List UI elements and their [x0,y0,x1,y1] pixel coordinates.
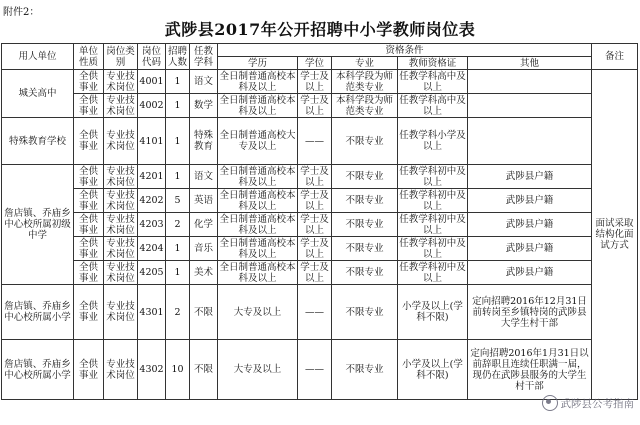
cell-other: 定向招聘2016年12月31日前转岗至乡镇特岗的武陟县大学生村干部 [468,285,592,340]
header-qualifications: 资格条件 [218,44,592,57]
wechat-icon [542,395,558,411]
cell-count: 1 [166,118,190,165]
cell-major: 不限专业 [332,285,398,340]
header-unit: 用人单位 [2,44,74,70]
cell-education: 大专及以上 [218,285,298,340]
cell-subject: 不限 [190,285,218,340]
cell-count: 1 [166,165,190,189]
table-row [2,340,638,400]
cell-code: 4001 [138,70,166,94]
table-row [2,237,638,261]
table-row [2,285,638,340]
cell-code: 4205 [138,261,166,285]
cell-education: 全日制普通高校本科及以上 [219,213,296,236]
cell-education: 全日制普通高校本科及以上 [219,94,296,117]
cell-nature: 全供事业 [74,261,104,285]
cell-count: 10 [166,340,190,400]
cell-subject: 语文 [190,165,218,189]
cell-unit: 詹店镇、乔庙乡中心校所属小学 [2,340,74,400]
cell-degree: 学士及以上 [298,165,332,189]
cell-certificate: 小学及以上(学科不限) [398,285,468,340]
cell-major: 本科学段为师范类专业 [332,94,398,118]
cell-nature: 全供事业 [74,340,104,400]
cell-nature: 全供事业 [74,213,104,237]
header-certificate: 教师资格证 [398,57,468,70]
cell-code: 4002 [138,94,166,118]
cell-code: 4101 [138,118,166,165]
cell-subject: 音乐 [190,237,218,261]
cell-degree: 学士及以上 [298,213,332,237]
cell-remarks: 面试采取结构化面试方式 [592,70,638,400]
cell-category: 专业技术岗位 [104,340,138,400]
attachment-label: 附件2： [3,7,40,18]
cell-degree: —— [298,118,332,165]
table-row [2,213,638,237]
cell-code: 4301 [138,285,166,340]
cell-category: 专业技术岗位 [104,213,138,237]
cell-other: 武陟县户籍 [468,165,592,189]
cell-education: 大专及以上 [218,340,298,400]
cell-code: 4201 [138,165,166,189]
cell-category: 专业技术岗位 [104,189,138,213]
cell-major: 不限专业 [332,213,398,237]
cell-subject: 数学 [190,94,218,118]
cell-category: 专业技术岗位 [104,237,138,261]
cell-category: 专业技术岗位 [104,285,138,340]
cell-degree: 学士及以上 [298,70,332,94]
watermark [542,395,635,411]
cell-certificate: 小学及以上(学科不限) [398,340,468,400]
cell-unit: 詹店镇、乔庙乡中心校所属小学 [2,285,74,340]
cell-category: 专业技术岗位 [104,94,138,118]
cell-other: 定向招聘2016年1月31日以前辞职且连续任职满一届，现仍在武陟县服务的大学生村干部 [468,340,592,400]
header-remarks: 备注 [592,44,638,70]
page-title: 武陟县2017年公开招聘中小学教师岗位表 [164,20,476,39]
header-major: 专业 [332,57,398,70]
cell-degree: 学士及以上 [298,237,332,261]
cell-unit: 詹店镇、乔庙乡中心校所属初级中学 [2,165,74,285]
cell-other: 武陟县户籍 [468,189,592,213]
cell-code: 4302 [138,340,166,400]
cell-degree: 学士及以上 [298,94,332,118]
cell-other: 武陟县户籍 [468,237,592,261]
cell-unit: 特殊教育学校 [2,118,74,165]
cell-education: 全日制普通高校本科及以上 [219,237,296,260]
cell-education: 全日制普通高校本科及以上 [219,70,296,93]
table-row [2,261,638,285]
cell-other [468,94,592,118]
cell-subject: 特殊教育 [190,118,218,165]
cell-certificate: 任教学科初中及以上 [399,261,466,284]
cell-subject: 美术 [190,261,218,285]
cell-major: 本科学段为师范类专业 [332,70,398,94]
cell-degree: —— [298,285,332,340]
cell-certificate: 任教学科小学及以上 [398,118,468,165]
header-category: 岗位类别 [104,44,138,70]
header-education: 学历 [218,57,298,70]
header-subject: 任教学科 [190,44,218,70]
cell-major: 不限专业 [332,261,398,285]
cell-category: 专业技术岗位 [104,70,138,94]
cell-major: 不限专业 [332,189,398,213]
cell-code: 4204 [138,237,166,261]
job-positions-table [1,43,638,400]
cell-degree: 学士及以上 [298,189,332,213]
table-row [2,94,638,118]
cell-other [468,118,592,165]
cell-nature: 全供事业 [74,237,104,261]
cell-subject: 语文 [190,70,218,94]
cell-unit: 城关高中 [2,70,74,118]
cell-nature: 全供事业 [74,94,104,118]
cell-other [468,70,592,94]
cell-code: 4203 [138,213,166,237]
cell-count: 1 [166,94,190,118]
cell-count: 1 [166,237,190,261]
header-count: 招聘人数 [166,44,190,70]
table-row [2,70,638,94]
cell-education: 全日制普通高校本科及以上 [219,261,296,284]
cell-category: 专业技术岗位 [104,261,138,285]
table-row [2,165,638,189]
cell-degree: 学士及以上 [298,261,332,285]
cell-other: 武陟县户籍 [468,213,592,237]
cell-major: 不限专业 [332,340,398,400]
cell-nature: 全供事业 [74,189,104,213]
cell-category: 专业技术岗位 [104,165,138,189]
cell-code: 4202 [138,189,166,213]
cell-count: 2 [166,285,190,340]
header-nature: 单位性质 [74,44,104,70]
cell-count: 2 [166,213,190,237]
cell-certificate: 任教学科初中及以上 [399,213,466,236]
cell-degree: —— [298,340,332,400]
header-code: 岗位代码 [138,44,166,70]
cell-certificate: 任教学科初中及以上 [399,189,466,212]
cell-subject: 英语 [190,189,218,213]
cell-education: 全日制普通高校本科及以上 [219,189,296,212]
cell-count: 1 [166,261,190,285]
cell-certificate: 任教学科初中及以上 [399,165,466,188]
cell-nature: 全供事业 [74,70,104,94]
cell-other: 武陟县户籍 [468,261,592,285]
cell-major: 不限专业 [332,118,398,165]
cell-subject: 不限 [190,340,218,400]
header-degree: 学位 [298,57,332,70]
cell-major: 不限专业 [332,237,398,261]
cell-certificate: 任教学科高中及以上 [399,70,466,93]
cell-education: 全日制普通高校大专及以上 [218,118,298,165]
cell-certificate: 任教学科初中及以上 [399,237,466,260]
cell-nature: 全供事业 [74,285,104,340]
cell-major: 不限专业 [332,165,398,189]
header-other: 其他 [468,57,592,70]
cell-education: 全日制普通高校本科及以上 [219,165,296,188]
cell-count: 1 [166,70,190,94]
cell-nature: 全供事业 [74,165,104,189]
cell-subject: 化学 [190,213,218,237]
cell-nature: 全供事业 [74,118,104,165]
watermark-text: 武陟县公考指南 [560,397,634,410]
cell-count: 5 [166,189,190,213]
cell-certificate: 任教学科高中及以上 [399,94,466,117]
table-row [2,189,638,213]
cell-category: 专业技术岗位 [104,118,138,165]
table-row [2,118,638,165]
